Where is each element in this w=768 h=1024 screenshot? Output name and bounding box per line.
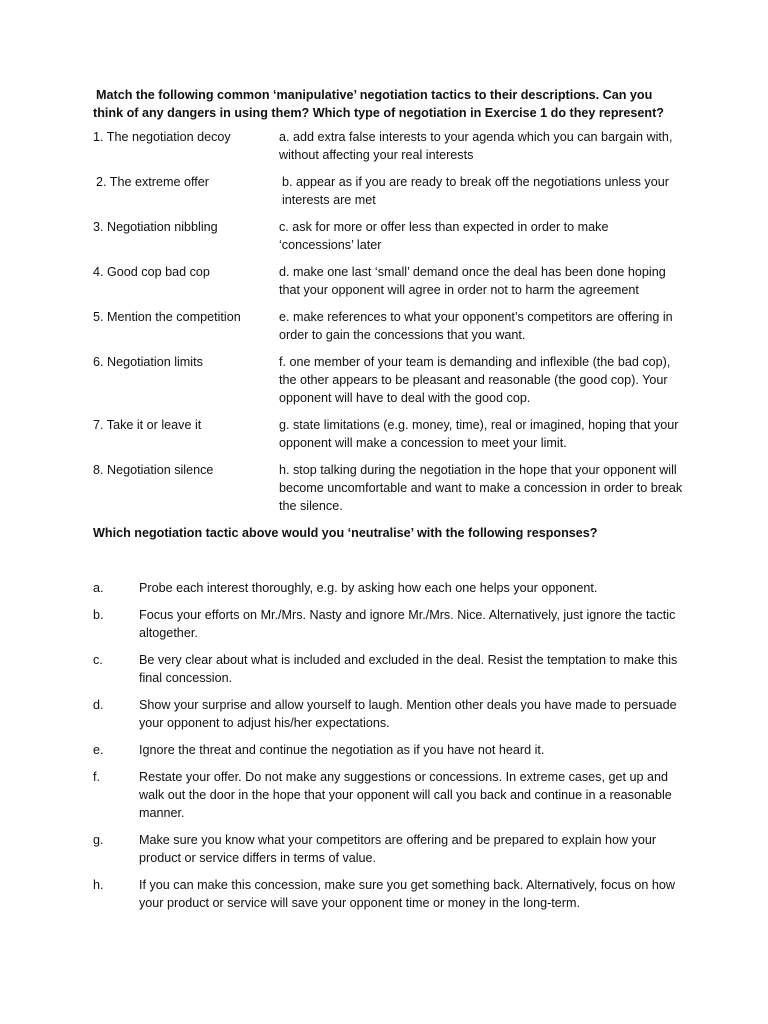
- response-item: [93, 651, 683, 687]
- response-text: Restate your offer. Do not make any suggestions or concessions. In extreme cases, get up and walk out the door in the hope that your opponent will call you back and continue in a reasonable manner.: [139, 770, 672, 820]
- response-item: [93, 741, 683, 759]
- tactic-name: 2. The extreme offer: [96, 175, 209, 189]
- worksheet-page: [93, 86, 683, 921]
- tactic-name: 6. Negotiation limits: [93, 355, 203, 369]
- responses-question: Which negotiation tactic above would you ‘neutralise’ with the following responses?: [93, 526, 598, 540]
- tactic-description: f. one member of your team is demanding and inflexible (the bad cop), the other appears to be pleasant and reasonable (the good cop). Your opponent will have to deal with the good cop.: [279, 355, 671, 405]
- tactic-row: [93, 416, 683, 452]
- response-letter: e.: [93, 743, 104, 757]
- response-item: [93, 696, 683, 732]
- response-text: Focus your efforts on Mr./Mrs. Nasty and ignore Mr./Mrs. Nice. Alternatively, just ignore the tactic altogether.: [139, 608, 676, 640]
- response-item: [93, 579, 683, 597]
- tactic-name: 5. Mention the competition: [93, 310, 241, 324]
- tactic-row: [93, 263, 683, 299]
- response-letter: h.: [93, 878, 104, 892]
- tactics-list: [93, 128, 683, 515]
- instructions-heading: Match the following common ‘manipulative’ negotiation tactics to their descriptions. Can you think of any dangers in using them? Which type of negotiation in Exercise 1 do they represent?: [93, 88, 664, 120]
- tactic-name: 7. Take it or leave it: [93, 418, 202, 432]
- responses-list: [93, 579, 683, 912]
- response-text: Probe each interest thoroughly, e.g. by asking how each one helps your opponent.: [139, 581, 598, 595]
- tactic-row: [93, 128, 683, 164]
- tactic-description: h. stop talking during the negotiation in the hope that your opponent will become uncomfortable and want to make a concession in order to break the silence.: [279, 463, 683, 513]
- tactic-description: c. ask for more or offer less than expected in order to make ‘concessions’ later: [279, 220, 609, 252]
- tactic-row: [93, 353, 683, 407]
- response-letter: g.: [93, 833, 104, 847]
- response-letter: b.: [93, 608, 104, 622]
- tactic-name: 1. The negotiation decoy: [93, 130, 231, 144]
- response-text: Ignore the threat and continue the negotiation as if you have not heard it.: [139, 743, 545, 757]
- tactic-description: b. appear as if you are ready to break off the negotiations unless your interests are met: [282, 175, 669, 207]
- response-item: [93, 831, 683, 867]
- response-letter: d.: [93, 698, 104, 712]
- response-item: [93, 768, 683, 822]
- response-letter: c.: [93, 653, 103, 667]
- tactic-row: [93, 218, 683, 254]
- tactic-row: [93, 173, 683, 209]
- tactic-name: 8. Negotiation silence: [93, 463, 214, 477]
- tactic-row: [93, 308, 683, 344]
- response-text: Show your surprise and allow yourself to laugh. Mention other deals you have made to persuade your opponent to adjust his/her expectations.: [139, 698, 677, 730]
- tactic-description: e. make references to what your opponent’s competitors are offering in order to gain the concessions that you want.: [279, 310, 673, 342]
- tactic-description: d. make one last ‘small’ demand once the deal has been done hoping that your opponent will agree in order not to harm the agreement: [279, 265, 666, 297]
- response-text: Make sure you know what your competitors are offering and be prepared to explain how your product or service differs in terms of value.: [139, 833, 657, 865]
- tactic-description: g. state limitations (e.g. money, time), real or imagined, hoping that your opponent will make a concession to meet your limit.: [279, 418, 679, 450]
- tactic-name: 3. Negotiation nibbling: [93, 220, 218, 234]
- tactic-description: a. add extra false interests to your agenda which you can bargain with, without affecting your real interests: [279, 130, 673, 162]
- tactic-row: [93, 461, 683, 515]
- response-text: If you can make this concession, make sure you get something back. Alternatively, focus on how your product or service will save your opponent time or money in the long-term.: [139, 878, 675, 910]
- tactic-name: 4. Good cop bad cop: [93, 265, 210, 279]
- response-letter: f.: [93, 770, 100, 784]
- response-text: Be very clear about what is included and excluded in the deal. Resist the temptation to make this final concession.: [139, 653, 678, 685]
- response-item: [93, 606, 683, 642]
- response-letter: a.: [93, 581, 104, 595]
- response-item: [93, 876, 683, 912]
